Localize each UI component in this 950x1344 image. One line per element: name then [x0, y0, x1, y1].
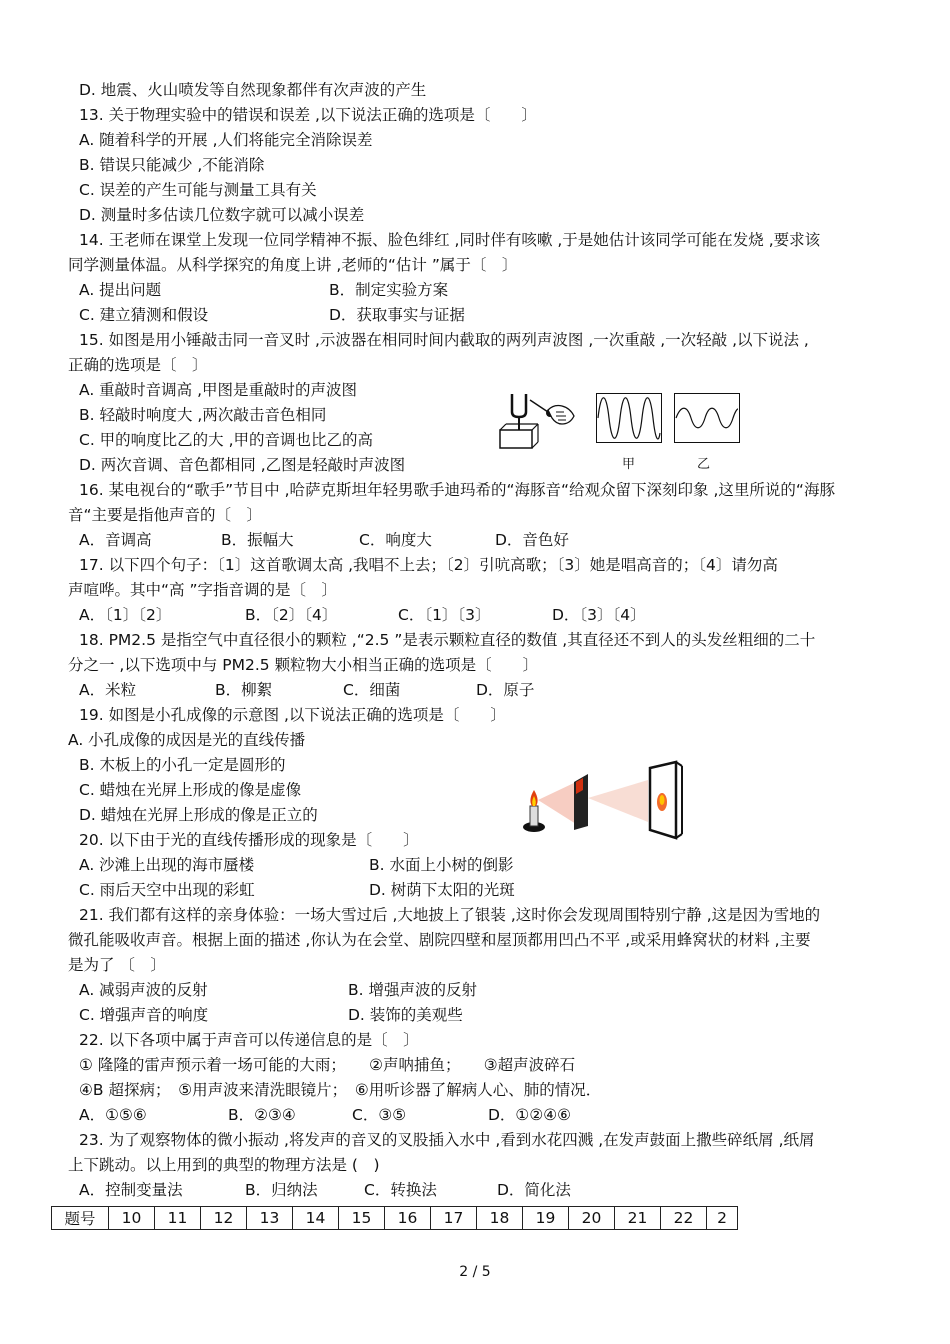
- answer-cell: 11: [155, 1207, 201, 1230]
- q21-option-d: D. 装饰的美观些: [348, 1006, 463, 1024]
- q18-stem-line2: 分之一 ,以下选项中与 PM2.5 颗粒物大小相当正确的选项是〔 〕: [68, 656, 539, 674]
- answer-cell: 16: [385, 1207, 431, 1230]
- answer-cell-header: 题号: [52, 1207, 109, 1230]
- q22-option-b: B．②③④: [228, 1106, 296, 1124]
- q22-option-d: D．①②④⑥: [488, 1106, 572, 1124]
- answer-table-row: [52, 1207, 738, 1230]
- answer-cell: 22: [661, 1207, 707, 1230]
- answer-cell: 12: [201, 1207, 247, 1230]
- q17-option-c: C．〔1〕〔3〕: [398, 606, 491, 624]
- q14-option-c: C. 建立猜测和假设: [79, 306, 209, 324]
- q17-option-b: B．〔2〕〔4〕: [245, 606, 338, 624]
- q18-option-c: C．细菌: [343, 681, 401, 699]
- q14-stem-line1: 14. 王老师在课堂上发现一位同学精神不振、脸色绯红 ,同时伴有咳嗽 ,于是她估计该同学可能在发烧 ,要求该: [79, 231, 821, 249]
- answer-cell: 13: [247, 1207, 293, 1230]
- q19-option-a: A. 小孔成像的成因是光的直线传播: [68, 731, 306, 749]
- q15-option-a: A. 重敲时音调高 ,甲图是重敲时的声波图: [79, 381, 358, 399]
- answer-cell: 18: [477, 1207, 523, 1230]
- q20-option-b: B. 水面上小树的倒影: [369, 856, 514, 874]
- q16-option-c: C．响度大: [359, 531, 432, 549]
- q23-option-b: B．归纳法: [245, 1181, 318, 1199]
- q19-option-b: B. 木板上的小孔一定是圆形的: [79, 756, 286, 774]
- waveform-jia: [596, 393, 662, 443]
- answer-cell: 15: [339, 1207, 385, 1230]
- q15-stem-line1: 15. 如图是用小锤敲击同一音叉时 ,示波器在相同时间内截取的两列声波图 ,一次重敲 ,一次轻敲 ,以下说法 ,: [79, 331, 809, 349]
- answer-table: [51, 1206, 738, 1230]
- q21-stem-line3: 是为了 〔 〕: [68, 956, 166, 974]
- q15-option-d: D. 两次音调、音色都相同 ,乙图是轻敲时声波图: [79, 456, 406, 474]
- q22-option-c: C．③⑤: [352, 1106, 407, 1124]
- q19-option-c: C. 蜡烛在光屏上形成的像是虚像: [79, 781, 302, 799]
- q18-option-d: D．原子: [476, 681, 535, 699]
- q17-stem-line1: 17. 以下四个句子：〔1〕这首歌调太高 ,我唱不上去；〔2〕引吭高歌；〔3〕她是唱高音的；〔4〕请勿高: [79, 556, 778, 574]
- q23-stem-line2: 上下跳动。以上用到的典型的物理方法是 ( ): [68, 1156, 380, 1174]
- q19-stem: 19. 如图是小孔成像的示意图 ,以下说法正确的选项是〔 〕: [79, 706, 506, 724]
- q20-option-a: A. 沙滩上出现的海市蜃楼: [79, 856, 255, 874]
- q20-stem: 20. 以下由于光的直线传播形成的现象是〔 〕: [79, 831, 419, 849]
- q23-stem-line1: 23. 为了观察物体的微小振动 ,将发声的音叉的叉股插入水中 ,看到水花四溅 ,在发声鼓面上撒些碎纸屑 ,纸屑: [79, 1131, 815, 1149]
- q13-stem: 13. 关于物理实验中的错误和误差 ,以下说法正确的选项是〔 〕: [79, 106, 537, 124]
- q15-stem-line2: 正确的选项是〔 〕: [68, 356, 208, 374]
- q18-option-a: A．米粒: [79, 681, 137, 699]
- q19-option-d: D. 蜡烛在光屏上形成的像是正立的: [79, 806, 318, 824]
- answer-cell: 17: [431, 1207, 477, 1230]
- q23-option-c: C．转换法: [364, 1181, 437, 1199]
- tuning-fork-figure: [496, 390, 586, 452]
- q20-option-d: D. 树荫下太阳的光斑: [369, 881, 515, 899]
- answer-cell: 10: [109, 1207, 155, 1230]
- answer-cell: 21: [615, 1207, 661, 1230]
- q16-stem-line2: 音“主要是指他声音的〔 〕: [68, 506, 263, 524]
- q17-option-d: D．〔3〕〔4〕: [552, 606, 646, 624]
- q16-option-b: B．振幅大: [221, 531, 294, 549]
- q17-option-a: A．〔1〕〔2〕: [79, 606, 172, 624]
- waveform-yi: [674, 393, 740, 443]
- answer-cell: 14: [293, 1207, 339, 1230]
- q14-option-a: A. 提出问题: [79, 281, 162, 299]
- q18-stem-line1: 18. PM2.5 是指空气中直径很小的颗粒 ,“2.5 ”是表示颗粒直径的数值 ,其直径还不到人的头发丝粗细的二十: [79, 631, 816, 649]
- answer-cell: 20: [569, 1207, 615, 1230]
- q21-option-a: A. 减弱声波的反射: [79, 981, 208, 999]
- q14-option-b: B．制定实验方案: [329, 281, 449, 299]
- q23-option-a: A．控制变量法: [79, 1181, 183, 1199]
- q22-items-line1: ① 隆隆的雷声预示着一场可能的大雨； ②声呐捕鱼； ③超声波碎石: [79, 1056, 576, 1074]
- q16-stem-line1: 16. 某电视台的“歌手”节目中 ,哈萨克斯坦年轻男歌手迪玛希的“海豚音“给观众留下深刻印象 ,这里所说的“海豚: [79, 481, 835, 499]
- q21-stem-line2: 微孔能吸收声音。根据上面的描述 ,你认为在会堂、剧院四壁和屋顶都用凹凸不平 ,或采用蜂窝状的材料 ,主要: [68, 931, 811, 949]
- q21-option-b: B. 增强声波的反射: [348, 981, 477, 999]
- q15-option-b: B. 轻敲时响度大 ,两次敲击音色相同: [79, 406, 327, 424]
- q14-stem-line2: 同学测量体温。从科学探究的角度上讲 ,老师的“估计 ”属于〔 〕: [68, 256, 518, 274]
- answer-cell: 19: [523, 1207, 569, 1230]
- answer-cell: 2: [707, 1207, 738, 1230]
- q22-items-line2: ④B 超探病； ⑤用声波来清洗眼镜片； ⑥用听诊器了解病人心、肺的情况．: [79, 1081, 602, 1099]
- q13-option-d: D. 测量时多估读几位数字就可以减小误差: [79, 206, 365, 224]
- q13-option-b: B. 错误只能减少 ,不能消除: [79, 156, 265, 174]
- q17-stem-line2: 声喧哗。其中“高 ”字指音调的是〔 〕: [68, 581, 337, 599]
- q16-option-d: D．音色好: [495, 531, 569, 549]
- q16-option-a: A．音调高: [79, 531, 152, 549]
- waveform-label-yi: 乙: [697, 457, 711, 472]
- q15-option-c: C. 甲的响度比乙的大 ,甲的音调也比乙的高: [79, 431, 374, 449]
- q21-stem-line1: 21. 我们都有这样的亲身体验：一场大雪过后 ,大地披上了银装 ,这时你会发现周围特别宁静 ,这是因为雪地的: [79, 906, 821, 924]
- pinhole-imaging-figure: [518, 760, 688, 840]
- q13-option-a: A. 随着科学的开展 ,人们将能完全消除误差: [79, 131, 373, 149]
- page-number: 2 / 5: [459, 1264, 491, 1280]
- q18-option-b: B．柳絮: [215, 681, 273, 699]
- q21-option-c: C. 增强声音的响度: [79, 1006, 209, 1024]
- q13-option-c: C. 误差的产生可能与测量工具有关: [79, 181, 317, 199]
- q20-option-c: C. 雨后天空中出现的彩虹: [79, 881, 255, 899]
- q22-option-a: A．①⑤⑥: [79, 1106, 147, 1124]
- waveform-label-jia: 甲: [622, 457, 636, 472]
- q12-option-d: D. 地震、火山喷发等自然现象都伴有次声波的产生: [79, 81, 427, 99]
- q22-stem: 22. 以下各项中属于声音可以传递信息的是〔 〕: [79, 1031, 419, 1049]
- q23-option-d: D．简化法: [497, 1181, 571, 1199]
- q14-option-d: D．获取事实与证据: [329, 306, 465, 324]
